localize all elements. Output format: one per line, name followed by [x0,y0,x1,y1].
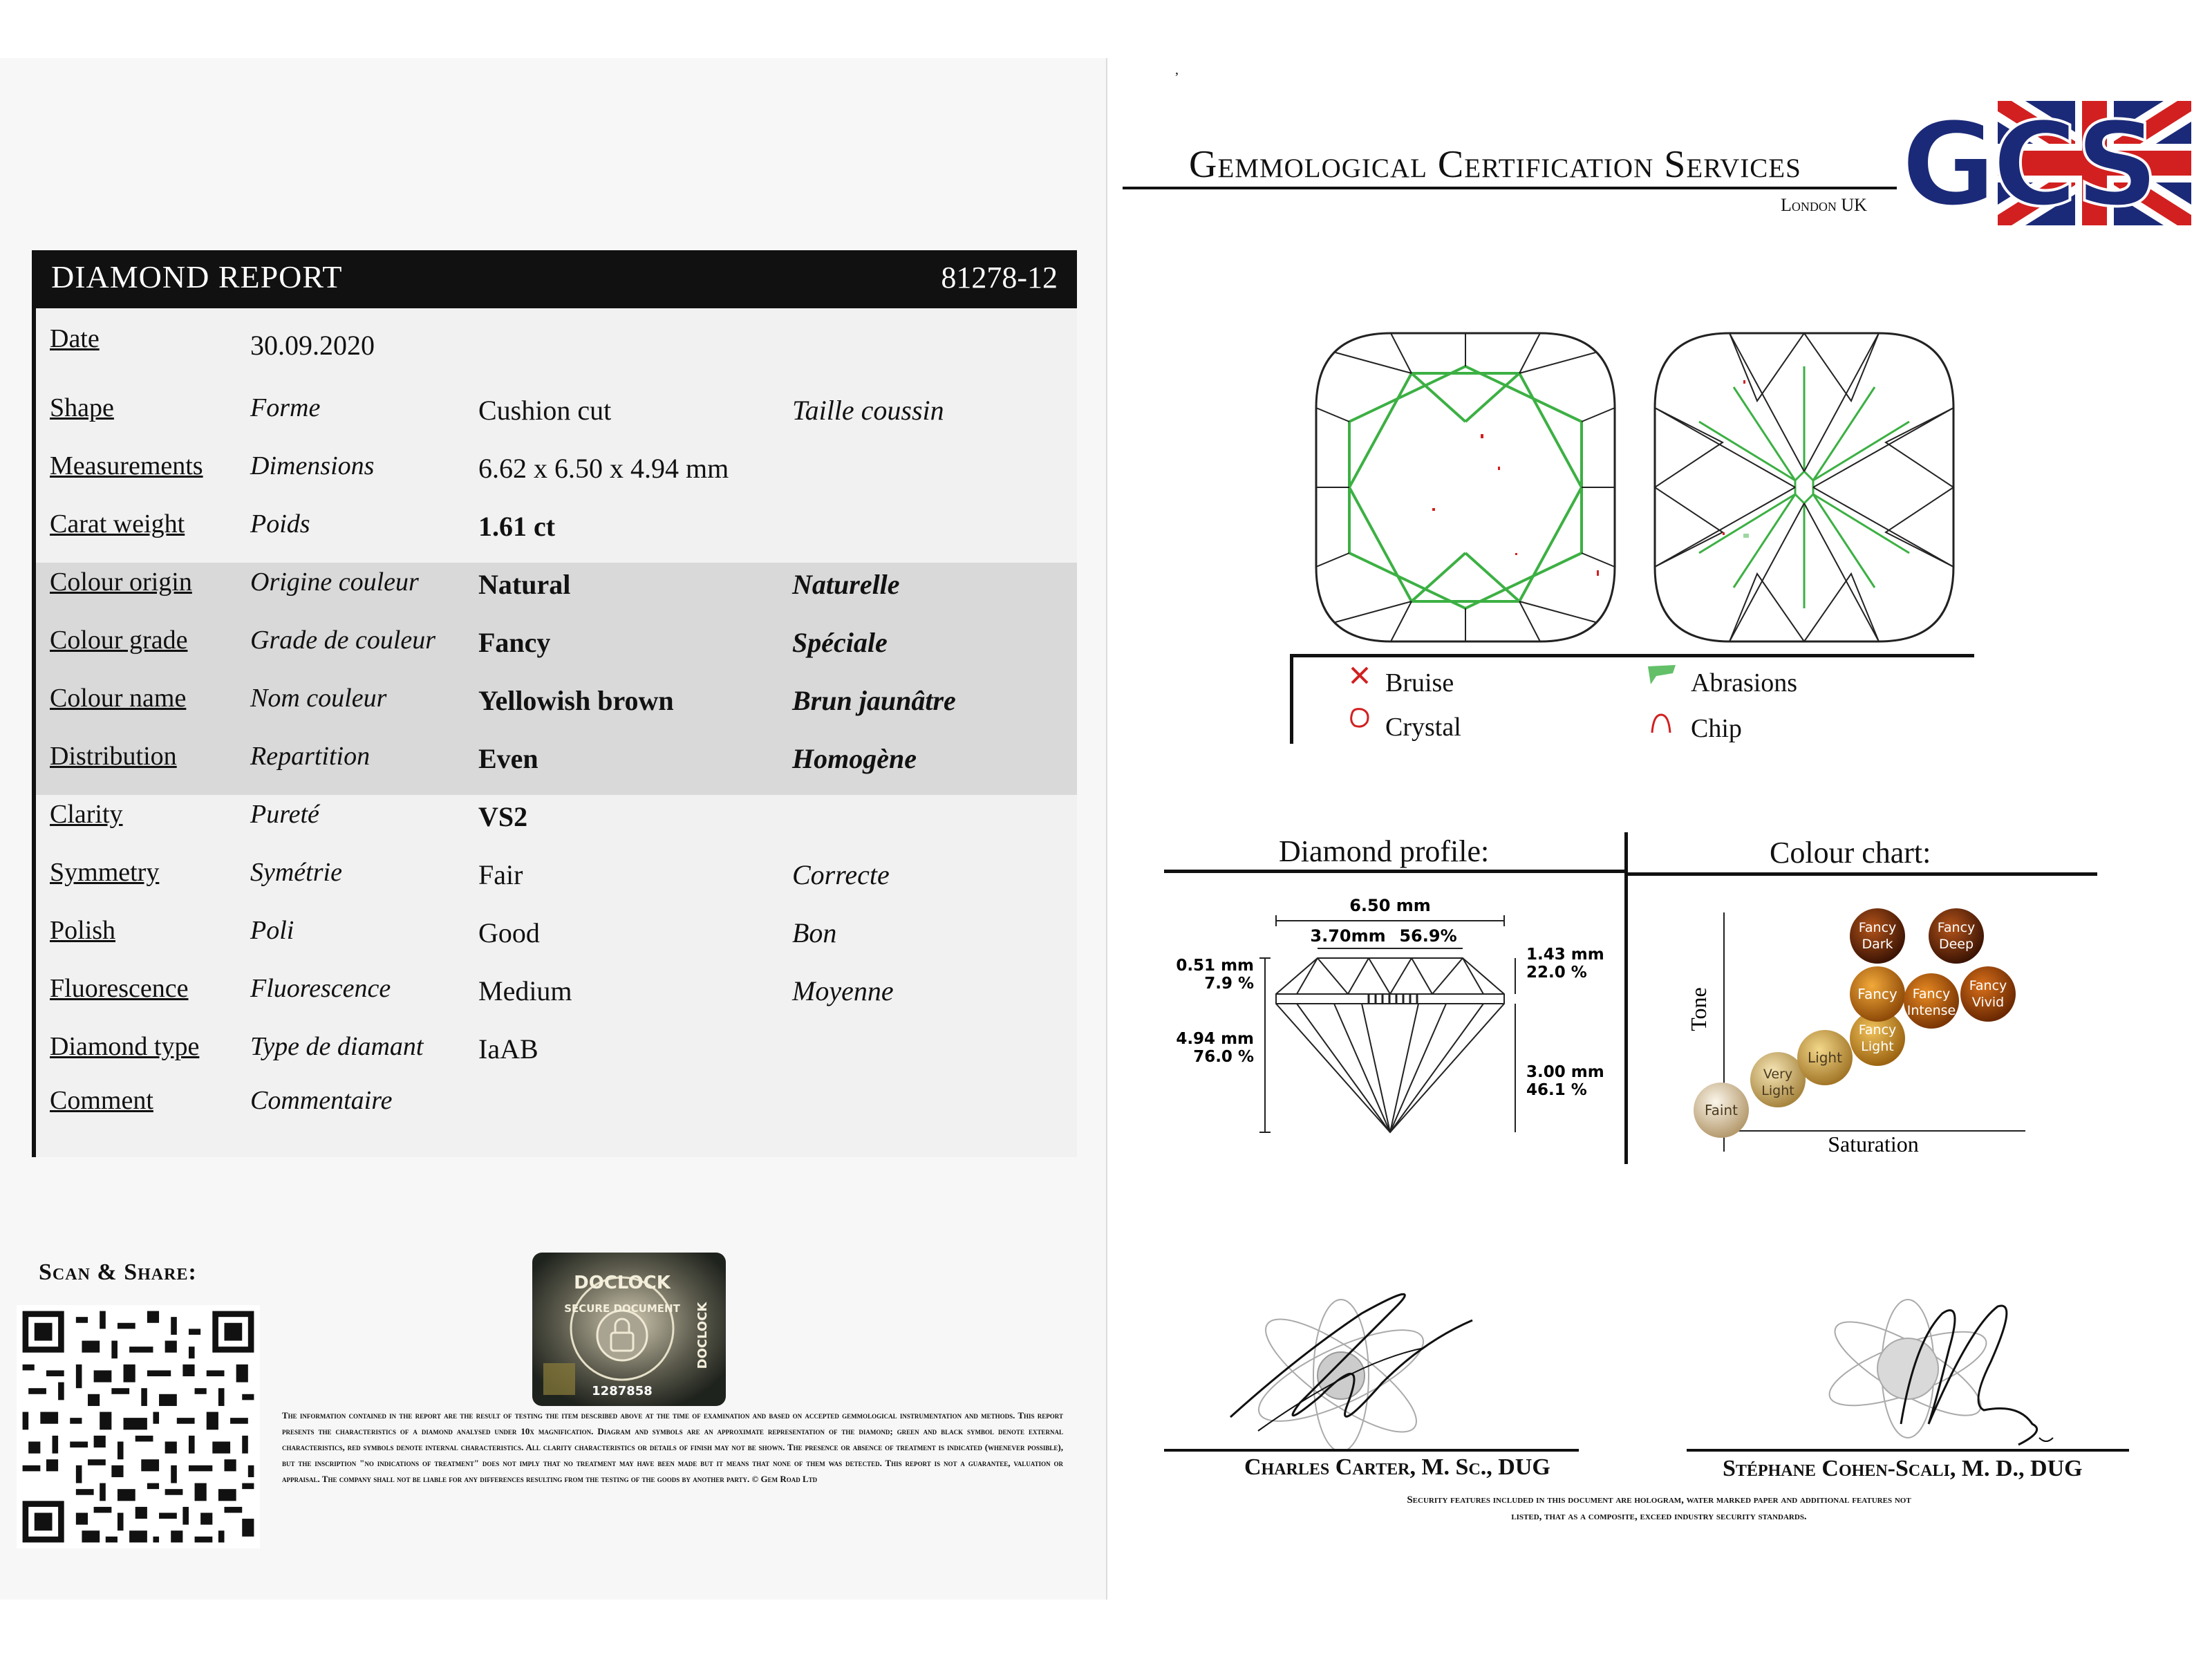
signatory-name-2: Stéphane Cohen-Scali, M. D., DUG [1723,1456,2083,1481]
report-row-date [32,317,1077,365]
colour-x-label: Saturation [1828,1132,1919,1156]
profile-rule [1164,870,1627,873]
lab-location: London UK [1781,195,1867,215]
legend-label-crystal: Crystal [1385,713,1461,742]
row-value: Even [478,743,538,774]
report-title: DIAMOND REPORT [51,259,343,294]
green-abrasion-icon [1647,664,1677,687]
row-label-fr: Dimensions [250,451,375,480]
svg-text:Fancy: Fancy [1858,920,1897,935]
row-label-fr: Origine couleur [250,568,419,597]
row-label-fr: Poli [250,916,294,945]
report-row-distribution [32,734,1077,782]
profile-width: 6.50 mm [1349,896,1431,915]
svg-text:Light: Light [1761,1083,1794,1098]
report-row-shape [32,386,1077,434]
diamond-profile-diagram [1161,892,1618,1154]
doclock-hologram-seal [532,1253,726,1406]
security-note: Security features included in this document are hologram, water marked paper and additional features not listed, that as a composite, exceed industry security standards. [1407,1494,1911,1522]
row-value-fr: Spéciale [792,627,888,658]
row-label-fr: Poids [250,509,310,538]
report-number: 81278-12 [941,261,1058,294]
row-label-en: Clarity [50,800,123,829]
legend-label-chip: Chip [1691,714,1742,743]
signature-rule-2 [1687,1449,2129,1452]
profile-crown-height: 0.51 mm [1176,957,1254,975]
row-value: Yellowish brown [478,685,674,716]
row-value: Medium [478,975,572,1006]
row-value: Cushion cut [478,395,612,426]
row-label-en: Date [50,324,100,353]
scan-share-label: Scan & Share: [39,1259,197,1285]
row-value-fr: Bon [792,917,837,948]
row-value: 30.09.2020 [250,330,375,361]
row-label-en: Fluorescence [50,974,189,1003]
row-label-fr: Repartition [250,742,371,771]
svg-text:Light: Light [1861,1039,1894,1054]
row-value: 6.62 x 6.50 x 4.94 mm [478,453,729,484]
profile-table-pct: 56.9% [1399,926,1457,946]
colour-chart-rule [1627,872,2097,876]
legend-label-bruise: Bruise [1385,668,1454,697]
row-value-fr: Brun jaunâtre [792,685,956,716]
profile-title: Diamond profile: [1279,834,1490,868]
report-row-polish [32,908,1077,957]
report-row-measurements [32,444,1077,492]
row-value: IaAB [478,1033,538,1065]
gcs-union-flag-logo [1894,101,2191,229]
row-label-en: Shape [50,393,114,422]
legend-label-abrasions: Abrasions [1691,668,1798,697]
svg-text:Fancy: Fancy [1858,1022,1897,1038]
report-row-symmetry [32,850,1077,899]
page-fold [1106,58,1107,1600]
row-label-en: Colour origin [50,568,192,597]
row-label-en: Distribution [50,742,177,771]
svg-text:Fancy: Fancy [1969,978,2007,993]
row-label-fr: Commentaire [250,1086,393,1115]
report-row-colour-name [32,676,1077,724]
row-label-en: Comment [50,1086,153,1115]
row-value-fr: Naturelle [792,569,900,600]
red-crystal-icon [1348,706,1371,730]
colour-chart-title: Colour chart: [1770,836,1931,870]
row-value: VS2 [478,801,528,832]
svg-text:Dark: Dark [1862,937,1893,952]
report-disclaimer: The information contained in the report are the result of testing the item described above at the time of examination and based on accepted gemmological instrumentation and methods. This report presents the characteristics of a diamond analysed under 10x magnification. Diagram and symbols are an approximate representation of the diamond; green and black symbol denote external characteristics, red symbols denote internal characteristics. All clarity characteristics or details of finish may not be shown. The presence or absence of treatment is indicated (whenever possible), but the inscription "no indications of treatment" does not imply that no treatment may have been made but it means that none of them was detected. This report is not a guarantee, valuation or appraisal. The company shall not be liable for any differences resulting from the testing of the goods by another party. © Gem Road Ltd [282,1410,1063,1484]
report-title-bar [32,250,1077,308]
legend-left-rule [1290,654,1293,744]
header-rule [1123,187,1897,189]
svg-text:Vivid: Vivid [1971,995,2005,1010]
profile-crown-depth: 1.43 mm [1526,946,1604,964]
grade-fancy: Fancy [1857,986,1897,1002]
signature-cohen-scali [1811,1286,2101,1459]
hologram-ring-text: SECURE DOCUMENT [564,1302,680,1315]
profile-pavilion-depth: 3.00 mm [1526,1063,1604,1081]
signature-carter [1217,1265,1507,1452]
svg-text:Fancy: Fancy [1912,986,1951,1002]
hologram-side-text: DOCLOCK [695,1302,710,1369]
row-value: 1.61 ct [478,511,556,542]
report-row-colour-origin [32,560,1077,608]
report-row-carat [32,502,1077,550]
report-row-clarity [32,792,1077,841]
gcs-logo-text: GCS [1901,101,2155,229]
colour-y-label: Tone [1686,987,1711,1031]
report-row-colour-grade [32,618,1077,666]
signatory-name-1: Charles Carter, M. Sc., DUG [1244,1454,1550,1480]
legend-top-rule [1290,654,1974,657]
grade-light: Light [1808,1049,1842,1066]
red-chip-icon [1649,712,1673,735]
row-label-fr: Grade de couleur [250,626,436,655]
row-label-fr: Fluorescence [250,974,391,1003]
signature-rule-1 [1164,1449,1579,1452]
diamond-report-table [32,250,1077,1157]
hologram-serial: 1287858 [592,1384,653,1398]
svg-text:Very: Very [1763,1067,1793,1082]
row-value: Natural [478,569,571,600]
row-value: Fancy [478,627,551,658]
row-label-en: Measurements [50,451,203,480]
lab-title: Gemmological Certification Services [1189,143,1801,186]
profile-crown-height-pct: 7.9 % [1204,975,1254,993]
row-label-fr: Nom couleur [250,684,387,713]
row-label-en: Symmetry [50,858,160,887]
profile-pavilion-depth-pct: 46.1 % [1526,1081,1587,1099]
svg-text:Fancy: Fancy [1937,920,1976,935]
row-label-en: Colour grade [50,626,188,655]
qr-code-icon[interactable] [17,1305,260,1548]
section-divider [1624,832,1628,1164]
hologram-title: DOCLOCK [574,1273,671,1293]
row-label-fr: Pureté [250,800,319,829]
row-value-fr: Taille coussin [792,395,944,426]
row-value: Good [478,917,540,948]
row-value-fr: Homogène [792,743,917,774]
profile-total-depth: 4.94 mm [1176,1030,1254,1048]
row-label-fr: Forme [250,393,321,422]
row-value-fr: Moyenne [792,975,894,1006]
profile-total-depth-pct: 76.0 % [1193,1048,1254,1066]
crown-view-plot [1308,325,1623,650]
svg-text:Intense: Intense [1906,1003,1956,1018]
page-mark: , [1175,62,1179,77]
row-label-fr: Symétrie [250,858,342,887]
row-label-en: Colour name [50,684,187,713]
profile-table: 3.70mm [1310,926,1386,946]
row-label-en: Polish [50,916,116,945]
inclusion-legend [1290,654,1974,744]
colour-chart-diagram [1673,892,2032,1168]
row-label-fr: Type de diamant [250,1032,424,1061]
row-value: Fair [478,859,523,890]
report-row-diamond-type [32,1024,1077,1073]
row-label-en: Diamond type [50,1032,200,1061]
pavilion-view-plot [1647,325,1962,650]
profile-crown-depth-pct: 22.0 % [1526,964,1587,982]
row-value-fr: Correcte [792,859,890,890]
report-row-fluorescence [32,966,1077,1015]
svg-text:Deep: Deep [1938,937,1974,952]
red-x-icon [1348,664,1371,687]
row-label-en: Carat weight [50,509,185,538]
report-row-comment [32,1078,1077,1127]
grade-faint: Faint [1705,1102,1738,1118]
